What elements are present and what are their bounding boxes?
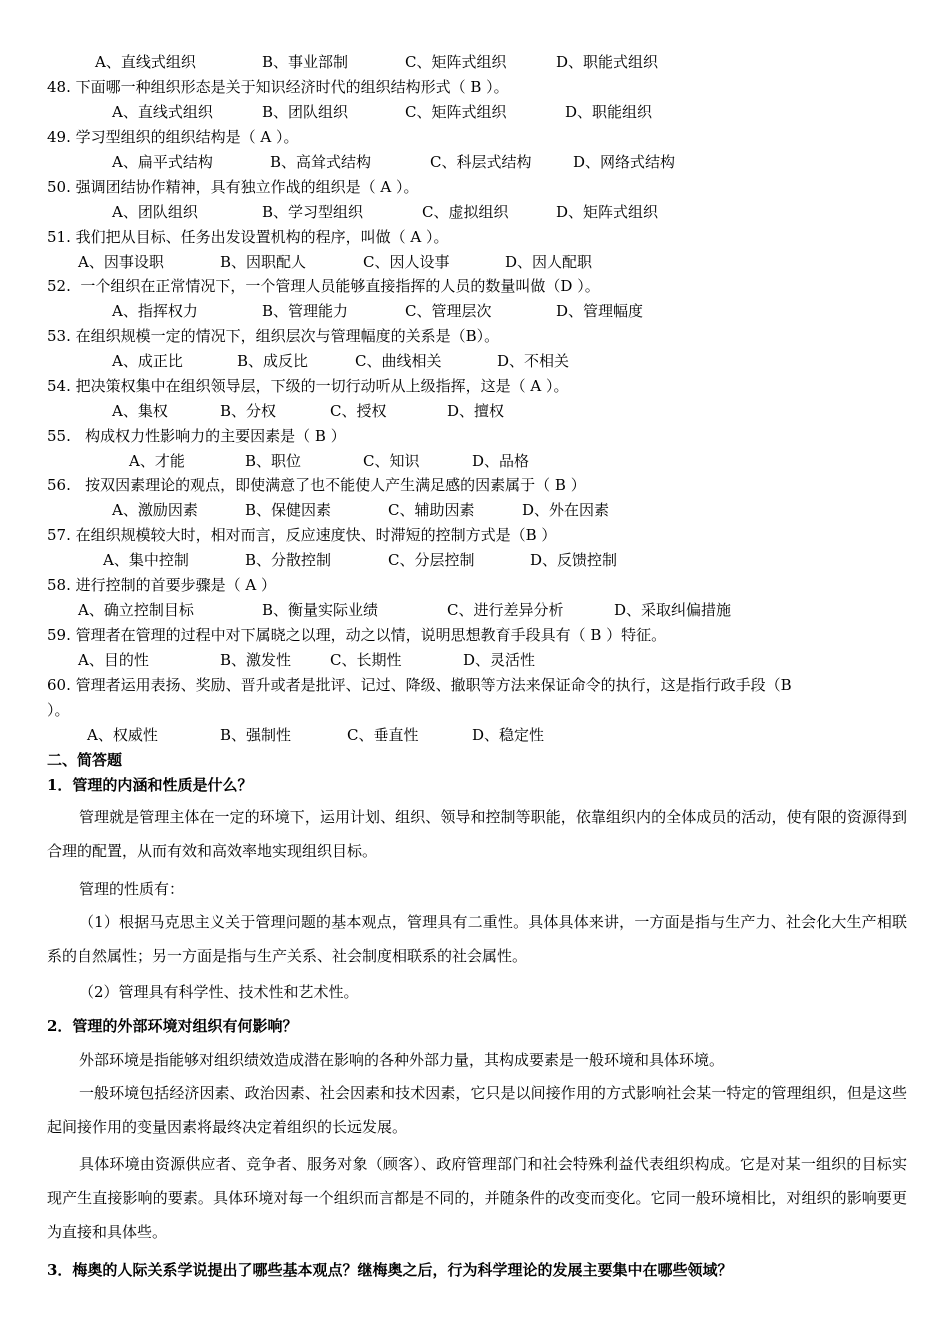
option-a: A、才能 — [129, 452, 185, 470]
option-d: D、灵活性 — [463, 651, 536, 669]
option-c: C、辅助因素 — [388, 501, 475, 519]
option-a: A、激励因素 — [112, 501, 198, 519]
option-b: B、激发性 — [220, 651, 292, 669]
option-d: D、网络式结构 — [573, 153, 676, 171]
option-d: D、矩阵式组织 — [556, 203, 659, 221]
option-c: C、管理层次 — [405, 302, 492, 320]
option-a: A、目的性 — [78, 651, 149, 669]
question-58-stem: 58. 进行控制的首要步骤是（ A ） — [47, 576, 276, 594]
option-d: D、因人配职 — [505, 253, 593, 271]
option-c: C、知识 — [363, 452, 420, 470]
option-a: A、指挥权力 — [112, 302, 198, 320]
option-d: D、职能组织 — [565, 103, 653, 121]
question-60-stem-continued: ）。 — [47, 701, 70, 719]
option-b: B、管理能力 — [262, 302, 349, 320]
short-answer-2-paragraph-2: 一般环境包括经济因素、政治因素、社会因素和技术因素，它只是以间接作用的方式影响社会某一特定的管理组织，但是这些起间接作用的变量因素将最终决定着组织的长远发展。 — [47, 1084, 907, 1136]
question-56-stem: 56. 按双因素理论的观点，即使满意了也不能使人产生满足感的因素属于（ B ） — [47, 476, 586, 494]
question-55-stem: 55. 构成权力性影响力的主要因素是（ B ） — [47, 427, 346, 445]
question-49-stem: 49. 学习型组织的组织结构是（ A ）。 — [47, 128, 299, 146]
option-a: A、直线式组织 — [95, 53, 196, 71]
option-c: C、长期性 — [330, 651, 402, 669]
option-a: A、集中控制 — [103, 551, 189, 569]
option-c: C、授权 — [330, 402, 387, 420]
section-title: 二、简答题 — [47, 751, 123, 769]
option-d: D、采取纠偏措施 — [614, 601, 732, 619]
option-a: A、成正比 — [112, 352, 183, 370]
option-b: B、团队组织 — [262, 103, 349, 121]
short-answer-2-title: 2．管理的外部环境对组织有何影响？ — [47, 1017, 298, 1035]
option-d: D、职能式组织 — [556, 53, 659, 71]
question-48-stem: 48. 下面哪一种组织形态是关于知识经济时代的组织结构形式（ B ）。 — [47, 78, 509, 96]
option-c: C、科层式结构 — [430, 153, 532, 171]
option-c: C、因人设事 — [363, 253, 450, 271]
short-answer-1-paragraph-4: （2）管理具有科学性、技术性和艺术性。 — [79, 983, 359, 1001]
short-answer-1-paragraph-1: 管理就是管理主体在一定的环境下，运用计划、组织、领导和控制等职能，依靠组织内的全体成员的活动，使有限的资源得到合理的配置，从而有效和高效率地实现组织目标。 — [47, 808, 907, 860]
question-59-stem: 59. 管理者在管理的过程中对下属晓之以理，动之以情，说明思想教育手段具有（ B ）特征。 — [47, 626, 667, 644]
short-answer-2-paragraph-3: 具体环境由资源供应者、竞争者、服务对象（顾客）、政府管理部门和社会特殊利益代表组织构成。它是对某一组织的目标实现产生直接影响的要素。具体环境对每一个组织而言都是不同的，并随条件的改变而变化。它同一般环境相比，对组织的影响要更为直接和具体些。 — [47, 1155, 907, 1241]
short-answer-3-title: 3．梅奥的人际关系学说提出了哪些基本观点？继梅奥之后，行为科学理论的发展主要集中在哪些领域？ — [47, 1261, 733, 1279]
short-answer-1-paragraph-3: （1）根据马克思主义关于管理问题的基本观点，管理具有二重性。具体具体来讲，一方面是指与生产力、社会化大生产相联系的自然属性；另一方面是指与生产关系、社会制度相联系的社会属性。 — [47, 913, 907, 965]
option-a: A、因事设职 — [78, 253, 164, 271]
option-b: B、职位 — [245, 452, 302, 470]
option-a: A、直线式组织 — [112, 103, 213, 121]
option-d: D、反馈控制 — [530, 551, 618, 569]
question-50-stem: 50. 强调团结协作精神，具有独立作战的组织是（ A ）。 — [47, 178, 419, 196]
option-c: C、分层控制 — [388, 551, 475, 569]
option-c: C、矩阵式组织 — [405, 103, 507, 121]
option-d: D、稳定性 — [472, 726, 545, 744]
option-d: D、管理幅度 — [556, 302, 644, 320]
option-a: A、集权 — [112, 402, 168, 420]
option-b: B、分权 — [220, 402, 277, 420]
question-54-stem: 54. 把决策权集中在组织领导层，下级的一切行动听从上级指挥，这是（ A ）。 — [47, 377, 569, 395]
option-b: B、因职配人 — [220, 253, 307, 271]
option-d: D、不相关 — [497, 352, 570, 370]
option-c: C、进行差异分析 — [447, 601, 564, 619]
option-b: B、事业部制 — [262, 53, 349, 71]
question-57-stem: 57. 在组织规模较大时，相对而言，反应速度快、时滞短的控制方式是（B ） — [47, 526, 557, 544]
option-c: C、曲线相关 — [355, 352, 442, 370]
option-a: A、权威性 — [87, 726, 158, 744]
option-d: D、外在因素 — [522, 501, 610, 519]
option-b: B、衡量实际业绩 — [262, 601, 379, 619]
option-c: C、矩阵式组织 — [405, 53, 507, 71]
option-d: D、擅权 — [447, 402, 505, 420]
question-60-stem: 60. 管理者运用表扬、奖励、晋升或者是批评、记过、降级、撤职等方法来保证命令的执行，这是指行政手段（B — [47, 676, 792, 694]
option-a: A、确立控制目标 — [78, 601, 194, 619]
option-b: B、学习型组织 — [262, 203, 364, 221]
short-answer-1-title: 1．管理的内涵和性质是什么？ — [47, 776, 253, 794]
question-52-stem: 52. 一个组织在正常情况下，一个管理人员能够直接指挥的人员的数量叫做（D ）。 — [47, 277, 600, 295]
option-b: B、分散控制 — [245, 551, 332, 569]
option-c: C、垂直性 — [347, 726, 419, 744]
option-b: B、保健因素 — [245, 501, 332, 519]
option-b: B、成反比 — [237, 352, 309, 370]
option-a: A、扁平式结构 — [112, 153, 213, 171]
option-a: A、团队组织 — [112, 203, 198, 221]
option-d: D、品格 — [472, 452, 530, 470]
option-c: C、虚拟组织 — [422, 203, 509, 221]
short-answer-1-paragraph-2: 管理的性质有： — [79, 880, 185, 898]
option-b: B、高耸式结构 — [270, 153, 372, 171]
question-53-stem: 53. 在组织规模一定的情况下，组织层次与管理幅度的关系是（B）。 — [47, 327, 500, 345]
short-answer-2-paragraph-1: 外部环境是指能够对组织绩效造成潜在影响的各种外部力量，其构成要素是一般环境和具体环境。 — [79, 1051, 725, 1069]
question-51-stem: 51. 我们把从目标、任务出发设置机构的程序，叫做（ A ）。 — [47, 228, 449, 246]
option-b: B、强制性 — [220, 726, 292, 744]
